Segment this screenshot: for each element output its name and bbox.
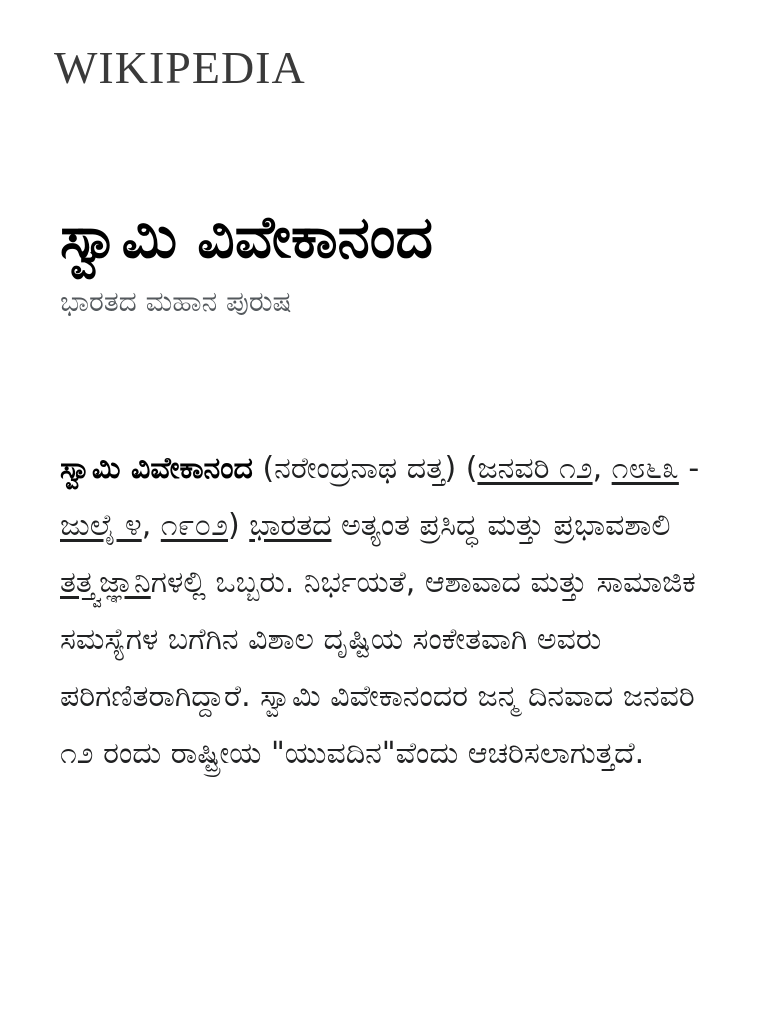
lead-bold-name: ಸ್ವಾಮಿ ವಿವೇಕಾನಂದ bbox=[60, 451, 253, 486]
link-country[interactable]: ಭಾರತದ bbox=[249, 508, 332, 543]
page-title: ಸ್ವಾಮಿ ವಿವೇಕಾನಂದ bbox=[60, 203, 433, 271]
lead-text-4: , bbox=[141, 508, 161, 543]
article-content bbox=[60, 440, 720, 782]
site-header bbox=[54, 40, 306, 96]
article-title-block bbox=[60, 196, 720, 320]
link-birth-date[interactable]: ಜನವರಿ ೧೨ bbox=[477, 451, 593, 486]
lead-text-3: - bbox=[678, 451, 700, 486]
link-philosopher[interactable]: ತತ್ತ್ವಜ್ಞಾನಿ bbox=[60, 565, 151, 600]
lead-text-1: (ನರೇಂದ್ರನಾಥ ದತ್ತ) ( bbox=[252, 451, 478, 486]
link-birth-year[interactable]: ೧೮೬೩ bbox=[611, 451, 679, 486]
wikipedia-wordmark-logo[interactable]: WIKIPEDIA bbox=[54, 42, 306, 93]
lead-text-7: ಗಳಲ್ಲಿ ಒಬ್ಬರು. ನಿರ್ಭಯತೆ, ಆಶಾವಾದ ಮತ್ತು ಸಾಮಾಜಿಕ ಸಮಸ್ಯೆಗಳ ಬಗೆಗಿನ ವಿಶಾಲ ದೃಷ್ಟಿಯ ಸಂಕೇತವಾಗಿ ಅವರು ಪರಿಗಣಿತರಾಗಿದ್ದಾರೆ. ಸ್ವಾಮಿ ವಿವೇಕಾನಂದರ ಜನ್ಮ ದಿನವಾದ ಜನವರಿ ೧೨ ರಂದು ರಾಷ್ಟ್ರೀಯ "ಯುವದಿನ"ವೆಂದು ಆಚರಿಸಲಾಗುತ್ತದೆ. bbox=[60, 565, 696, 771]
lead-text-2: , bbox=[592, 451, 612, 486]
lead-text-5: ) bbox=[228, 508, 250, 543]
page-subtitle: ಭಾರತದ ಮಹಾನ ಪುರುಷ bbox=[60, 285, 292, 318]
link-death-date[interactable]: ಜುಲೈ ೪ bbox=[60, 508, 142, 543]
link-death-year[interactable]: ೧೯೦೨ bbox=[160, 508, 228, 543]
lead-paragraph bbox=[60, 440, 720, 782]
lead-text-6: ಅತ್ಯಂತ ಪ್ರಸಿದ್ಧ ಮತ್ತು ಪ್ರಭಾವಶಾಲಿ bbox=[331, 508, 671, 543]
